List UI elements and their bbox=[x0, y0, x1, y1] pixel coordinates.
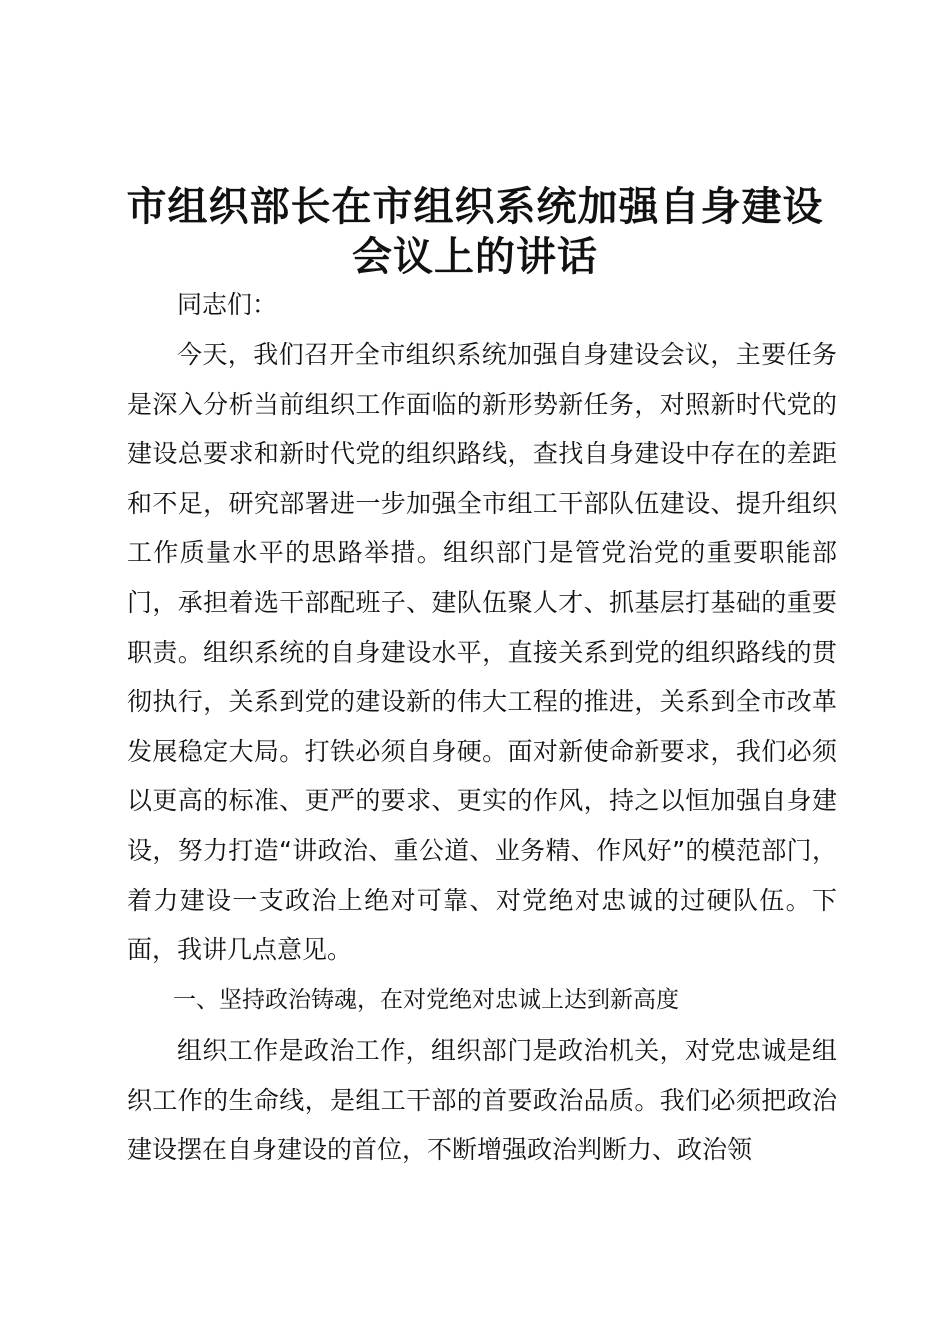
document-title-line-2: 会议上的讲话 bbox=[352, 234, 598, 280]
salutation: 同志们： bbox=[177, 290, 278, 319]
intro-paragraph: 今天，我们召开全市组织系统加强自身建设会议，主要任务是深入分析当前组织工作面临的新形势新任务，对照新时代党的建设总要求和新时代党的组织路线，查找自身建设中存在的差距和不足，研究部署进一步加强全市组工干部队伍建设、提升组织工作质量水平的思路举措。组织部门是管党治党的重要职能部门，承担着选干部配班子、建队伍聚人才、抓基层打基础的重要职责。组织系统的自身建设水平，直接关系到党的组织路线的贯彻执行，关系到党的建设新的伟大工程的推进，关系到全市改革发展稳定大局。打铁必须自身硬。面对新使命新要求，我们必须以更高的标准、更严的要求、更实的作风，持之以恒加强自身建设，努力打造“讲政治、重公道、业务精、作风好”的模范部门，着力建设一支政治上绝对可靠、对党绝对忠诚的过硬队伍。下面，我讲几点意见。 bbox=[127, 340, 837, 965]
document-title-line-1: 市组织部长在市组织系统加强自身建设 bbox=[126, 184, 824, 230]
section-1-paragraph: 组织工作是政治工作，组织部门是政治机关，对党忠诚是组织工作的生命线，是组工干部的首要政治品质。我们必须把政治建设摆在自身建设的首位，不断增强政治判断力、政治领 bbox=[127, 1036, 837, 1165]
section-1-heading: 一、坚持政治铸魂，在对党绝对忠诚上达到新高度 bbox=[173, 987, 679, 1013]
